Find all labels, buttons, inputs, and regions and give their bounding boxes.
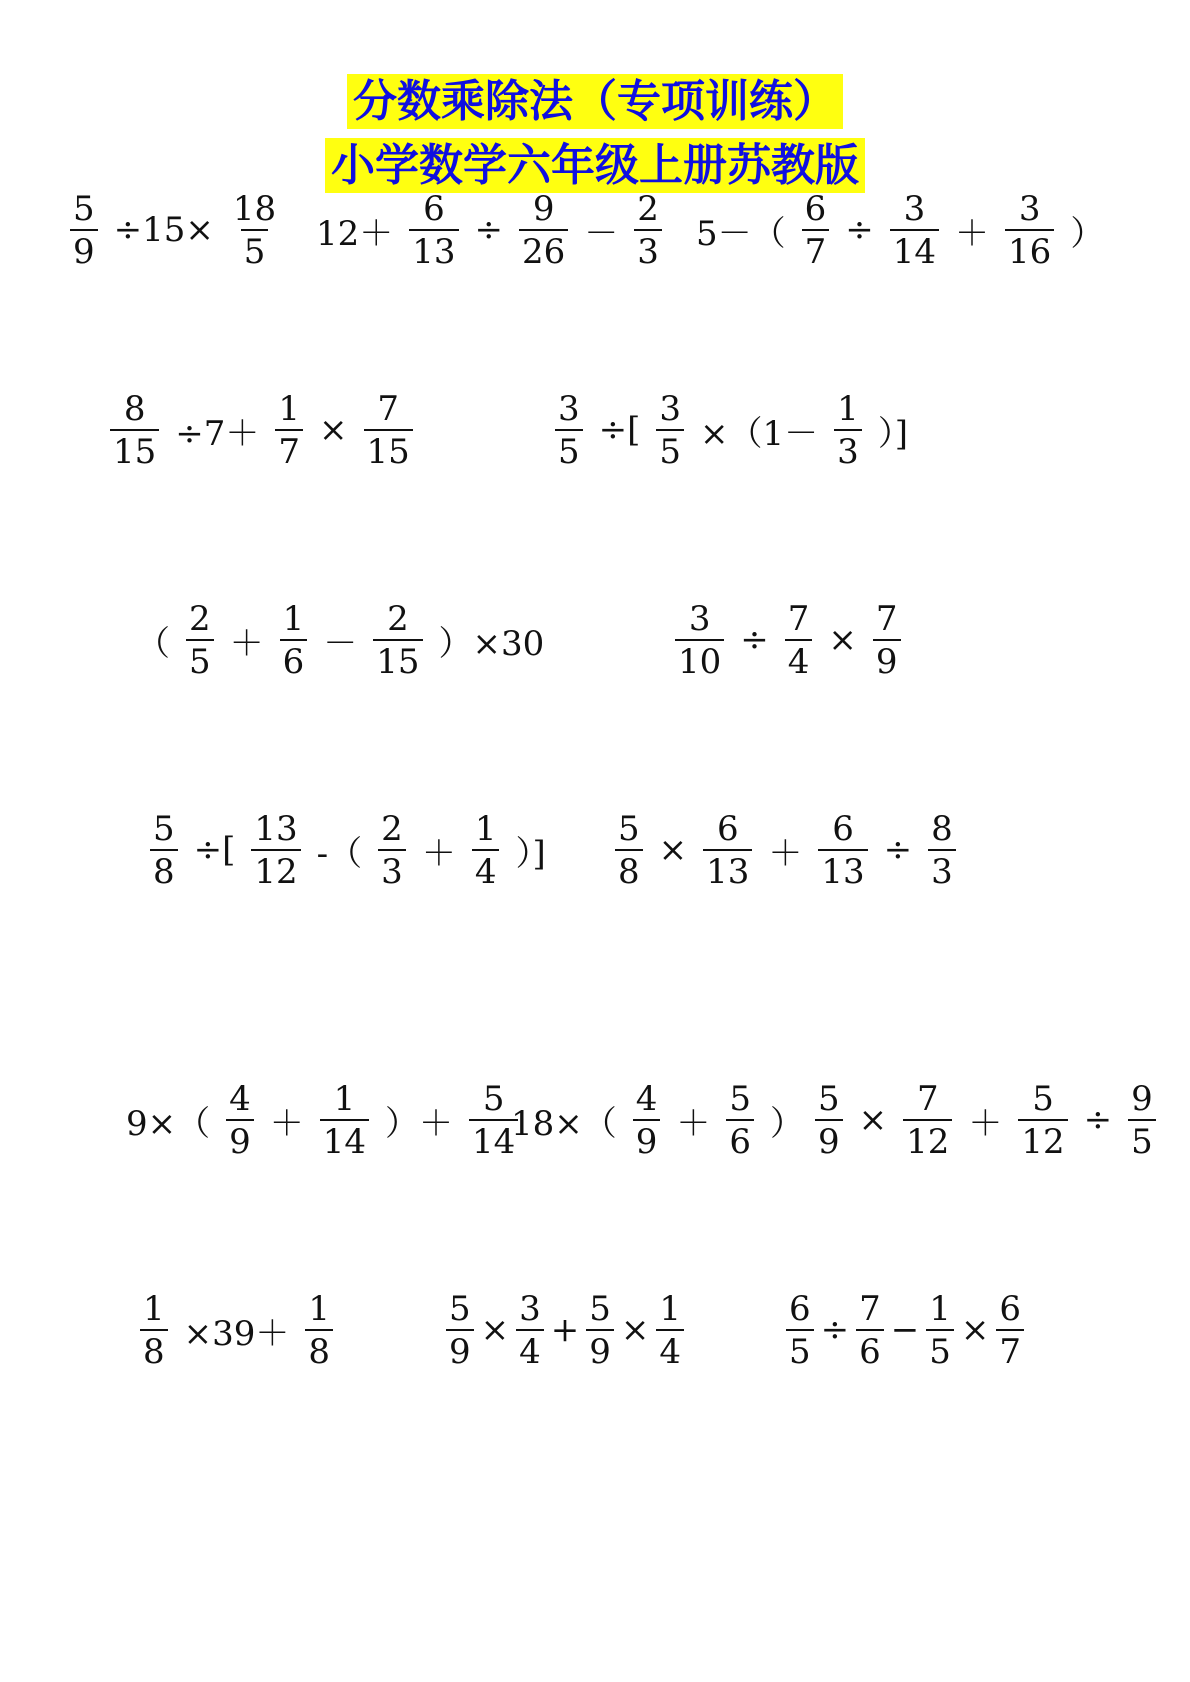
numerator: 2 <box>637 188 659 229</box>
operator: ）] <box>877 413 909 454</box>
numerator: 1 <box>308 1288 331 1329</box>
expression-9 <box>605 810 966 890</box>
title-line-1: 分数乘除法（专项训练） <box>347 74 843 129</box>
fraction <box>656 388 684 472</box>
numerator: 1 <box>143 1288 165 1329</box>
fraction <box>634 188 662 272</box>
expression-13 <box>130 1290 343 1370</box>
numerator: 1 <box>333 1078 356 1119</box>
denominator: 12 <box>251 849 300 889</box>
fraction <box>834 388 862 472</box>
fraction <box>140 1288 168 1372</box>
numerator: 2 <box>189 598 211 639</box>
numerator: 1 <box>278 388 301 429</box>
denominator: 9 <box>633 1119 661 1159</box>
fraction <box>996 1288 1024 1372</box>
numerator: 6 <box>804 188 827 229</box>
operator: + <box>550 1310 580 1350</box>
fraction <box>150 808 178 892</box>
fraction <box>1018 1078 1067 1162</box>
numerator: 4 <box>635 1078 658 1119</box>
fraction <box>110 388 159 472</box>
numerator: 3 <box>558 388 580 429</box>
denominator: 5 <box>926 1329 954 1369</box>
numerator: 1 <box>282 598 305 639</box>
denominator: 4 <box>472 849 500 889</box>
fraction <box>519 188 568 272</box>
denominator: 7 <box>802 229 830 269</box>
fraction <box>856 1288 884 1372</box>
operator: × <box>658 830 688 870</box>
operator: ÷ <box>820 1310 850 1350</box>
operator: ÷15× <box>113 210 214 250</box>
operator: ÷ <box>474 210 504 250</box>
numerator: 1 <box>837 388 859 429</box>
numerator: 3 <box>688 598 711 639</box>
fraction <box>818 808 867 892</box>
numerator: 9 <box>1131 1078 1153 1119</box>
operator: ＋ <box>229 623 264 664</box>
denominator: 10 <box>675 639 724 679</box>
operator: ）×30 <box>438 623 545 664</box>
operator: ＋ <box>968 1103 1003 1144</box>
numerator: 5 <box>153 808 175 849</box>
fraction <box>226 1078 254 1162</box>
numerator: 7 <box>787 598 810 639</box>
fraction <box>280 598 308 682</box>
numerator: 7 <box>377 388 399 429</box>
denominator: 4 <box>785 639 813 679</box>
numerator: 5 <box>449 1288 471 1329</box>
fraction <box>516 1288 544 1372</box>
operator: − <box>890 1310 920 1350</box>
numerator: 18 <box>232 188 277 229</box>
operator: ）] <box>515 833 546 874</box>
numerator: 3 <box>1018 188 1041 229</box>
fraction <box>926 1288 954 1372</box>
denominator: 7 <box>275 429 303 469</box>
denominator: 6 <box>856 1329 884 1369</box>
numerator: 7 <box>875 598 898 639</box>
denominator: 5 <box>656 429 684 469</box>
numerator: 3 <box>659 388 682 429</box>
fraction <box>785 598 813 682</box>
denominator: 5 <box>555 429 583 469</box>
denominator: 8 <box>140 1329 168 1369</box>
denominator: 9 <box>70 229 98 269</box>
operator: － <box>323 623 358 664</box>
operator: ＋ <box>676 1103 711 1144</box>
denominator: 6 <box>280 639 308 679</box>
numerator: 5 <box>73 188 95 229</box>
fraction <box>555 388 583 472</box>
fraction <box>903 1078 952 1162</box>
expression-5 <box>545 390 914 470</box>
operator: ×（1－ <box>700 413 819 454</box>
operator: 9×（ <box>126 1103 211 1144</box>
operator: ×39＋ <box>183 1313 290 1354</box>
denominator: 4 <box>516 1329 544 1369</box>
numerator: 5 <box>729 1078 752 1119</box>
numerator: 6 <box>423 188 445 229</box>
numerator: 9 <box>532 188 555 229</box>
denominator: 14 <box>320 1119 369 1159</box>
denominator: 15 <box>110 429 159 469</box>
worksheet-title <box>0 74 1190 130</box>
fraction <box>275 388 303 472</box>
fraction <box>786 1288 814 1372</box>
fraction <box>186 598 214 682</box>
numerator: 8 <box>123 388 146 429</box>
fraction <box>890 188 939 272</box>
denominator: 14 <box>890 229 939 269</box>
operator: 5－（ <box>696 213 786 254</box>
denominator: 5 <box>241 229 269 269</box>
title-line-2: 小学数学六年级上册苏教版 <box>325 138 865 193</box>
operator: × <box>858 1100 888 1140</box>
fraction <box>1128 1078 1156 1162</box>
fraction <box>675 598 724 682</box>
operator: 12＋ <box>316 213 394 254</box>
fraction <box>633 1078 661 1162</box>
expression-8 <box>140 810 552 890</box>
fraction <box>928 808 956 892</box>
worksheet-subtitle <box>0 138 1190 194</box>
denominator: 3 <box>634 229 662 269</box>
fraction <box>815 1078 843 1162</box>
fraction <box>873 598 901 682</box>
numerator: 7 <box>859 1288 881 1329</box>
numerator: 2 <box>381 808 403 849</box>
operator: × <box>960 1310 990 1350</box>
operator: 18×（ <box>511 1103 617 1144</box>
numerator: 4 <box>229 1078 251 1119</box>
operator: （ <box>136 623 170 664</box>
denominator: 15 <box>373 639 422 679</box>
numerator: 5 <box>589 1288 611 1329</box>
numerator: 1 <box>474 808 497 849</box>
denominator: 3 <box>378 849 406 889</box>
numerator: 8 <box>931 808 953 849</box>
numerator: 6 <box>716 808 739 849</box>
denominator: 14 <box>469 1119 518 1159</box>
denominator: 5 <box>786 1329 814 1369</box>
numerator: 3 <box>903 188 926 229</box>
fraction <box>230 188 279 272</box>
denominator: 12 <box>903 1119 952 1159</box>
denominator: 8 <box>150 849 178 889</box>
denominator: 9 <box>226 1119 254 1159</box>
fraction <box>1005 188 1054 272</box>
numerator: 3 <box>519 1288 541 1329</box>
denominator: 12 <box>1018 1119 1067 1159</box>
numerator: 6 <box>832 808 854 849</box>
fraction <box>472 808 500 892</box>
denominator: 13 <box>818 849 867 889</box>
denominator: 8 <box>615 849 643 889</box>
denominator: 26 <box>519 229 568 269</box>
denominator: 8 <box>305 1329 333 1369</box>
fraction <box>251 808 300 892</box>
operator: ÷ <box>740 620 769 660</box>
operator: ＋ <box>269 1103 304 1144</box>
fraction <box>70 188 98 272</box>
operator: ÷ <box>1083 1100 1113 1140</box>
numerator: 1 <box>659 1288 682 1329</box>
expression-14 <box>445 1290 685 1370</box>
fraction <box>378 808 406 892</box>
fraction <box>409 188 458 272</box>
fraction <box>364 388 413 472</box>
numerator: 5 <box>818 1078 840 1119</box>
fraction <box>586 1288 614 1372</box>
numerator: 6 <box>789 1288 811 1329</box>
operator: ） <box>1070 213 1105 254</box>
denominator: 16 <box>1005 229 1054 269</box>
fraction <box>726 1078 754 1162</box>
expression-11 <box>505 1080 810 1160</box>
denominator: 3 <box>834 429 862 469</box>
denominator: 13 <box>409 229 458 269</box>
denominator: 9 <box>586 1329 614 1369</box>
fraction <box>703 808 752 892</box>
operator: × <box>319 410 348 450</box>
fraction <box>373 598 422 682</box>
denominator: 9 <box>873 639 901 679</box>
denominator: 9 <box>815 1119 843 1159</box>
denominator: 5 <box>186 639 214 679</box>
expression-2 <box>310 190 672 270</box>
operator: ）＋ <box>385 1103 454 1144</box>
fraction <box>615 808 643 892</box>
operator: ＋ <box>421 833 456 874</box>
operator: ＋ <box>955 213 990 254</box>
expression-7 <box>665 600 911 680</box>
operator: × <box>480 1310 510 1350</box>
expression-12 <box>805 1080 1166 1160</box>
fraction <box>446 1288 474 1372</box>
fraction <box>320 1078 369 1162</box>
denominator: 5 <box>1128 1119 1156 1159</box>
numerator: 1 <box>929 1288 951 1329</box>
operator: × <box>828 620 857 660</box>
operator: -（ <box>316 833 363 874</box>
numerator: 13 <box>254 808 298 849</box>
denominator: 4 <box>656 1329 684 1369</box>
denominator: 6 <box>726 1119 754 1159</box>
operator: ） <box>770 1103 805 1144</box>
numerator: 5 <box>482 1078 505 1119</box>
denominator: 9 <box>446 1329 474 1369</box>
operator: ÷ <box>845 210 874 250</box>
numerator: 7 <box>916 1078 939 1119</box>
expression-1 <box>60 190 289 270</box>
expression-10 <box>120 1080 528 1160</box>
expression-3 <box>690 190 1110 270</box>
denominator: 7 <box>996 1329 1024 1369</box>
operator: ＋ <box>768 833 803 874</box>
operator: ÷[ <box>598 410 641 450</box>
expression-6 <box>130 600 550 680</box>
operator: ÷7＋ <box>175 413 260 454</box>
fraction <box>656 1288 684 1372</box>
denominator: 13 <box>703 849 752 889</box>
operator: ÷[ <box>193 830 236 870</box>
numerator: 6 <box>999 1288 1022 1329</box>
operator: × <box>620 1310 650 1350</box>
fraction <box>802 188 830 272</box>
operator: ÷ <box>883 830 913 870</box>
numerator: 2 <box>387 598 409 639</box>
denominator: 15 <box>364 429 413 469</box>
expression-4 <box>100 390 423 470</box>
expression-15 <box>785 1290 1025 1370</box>
denominator: 3 <box>928 849 956 889</box>
fraction <box>305 1288 333 1372</box>
numerator: 5 <box>618 808 640 849</box>
numerator: 5 <box>1032 1078 1054 1119</box>
operator: － <box>584 213 619 254</box>
